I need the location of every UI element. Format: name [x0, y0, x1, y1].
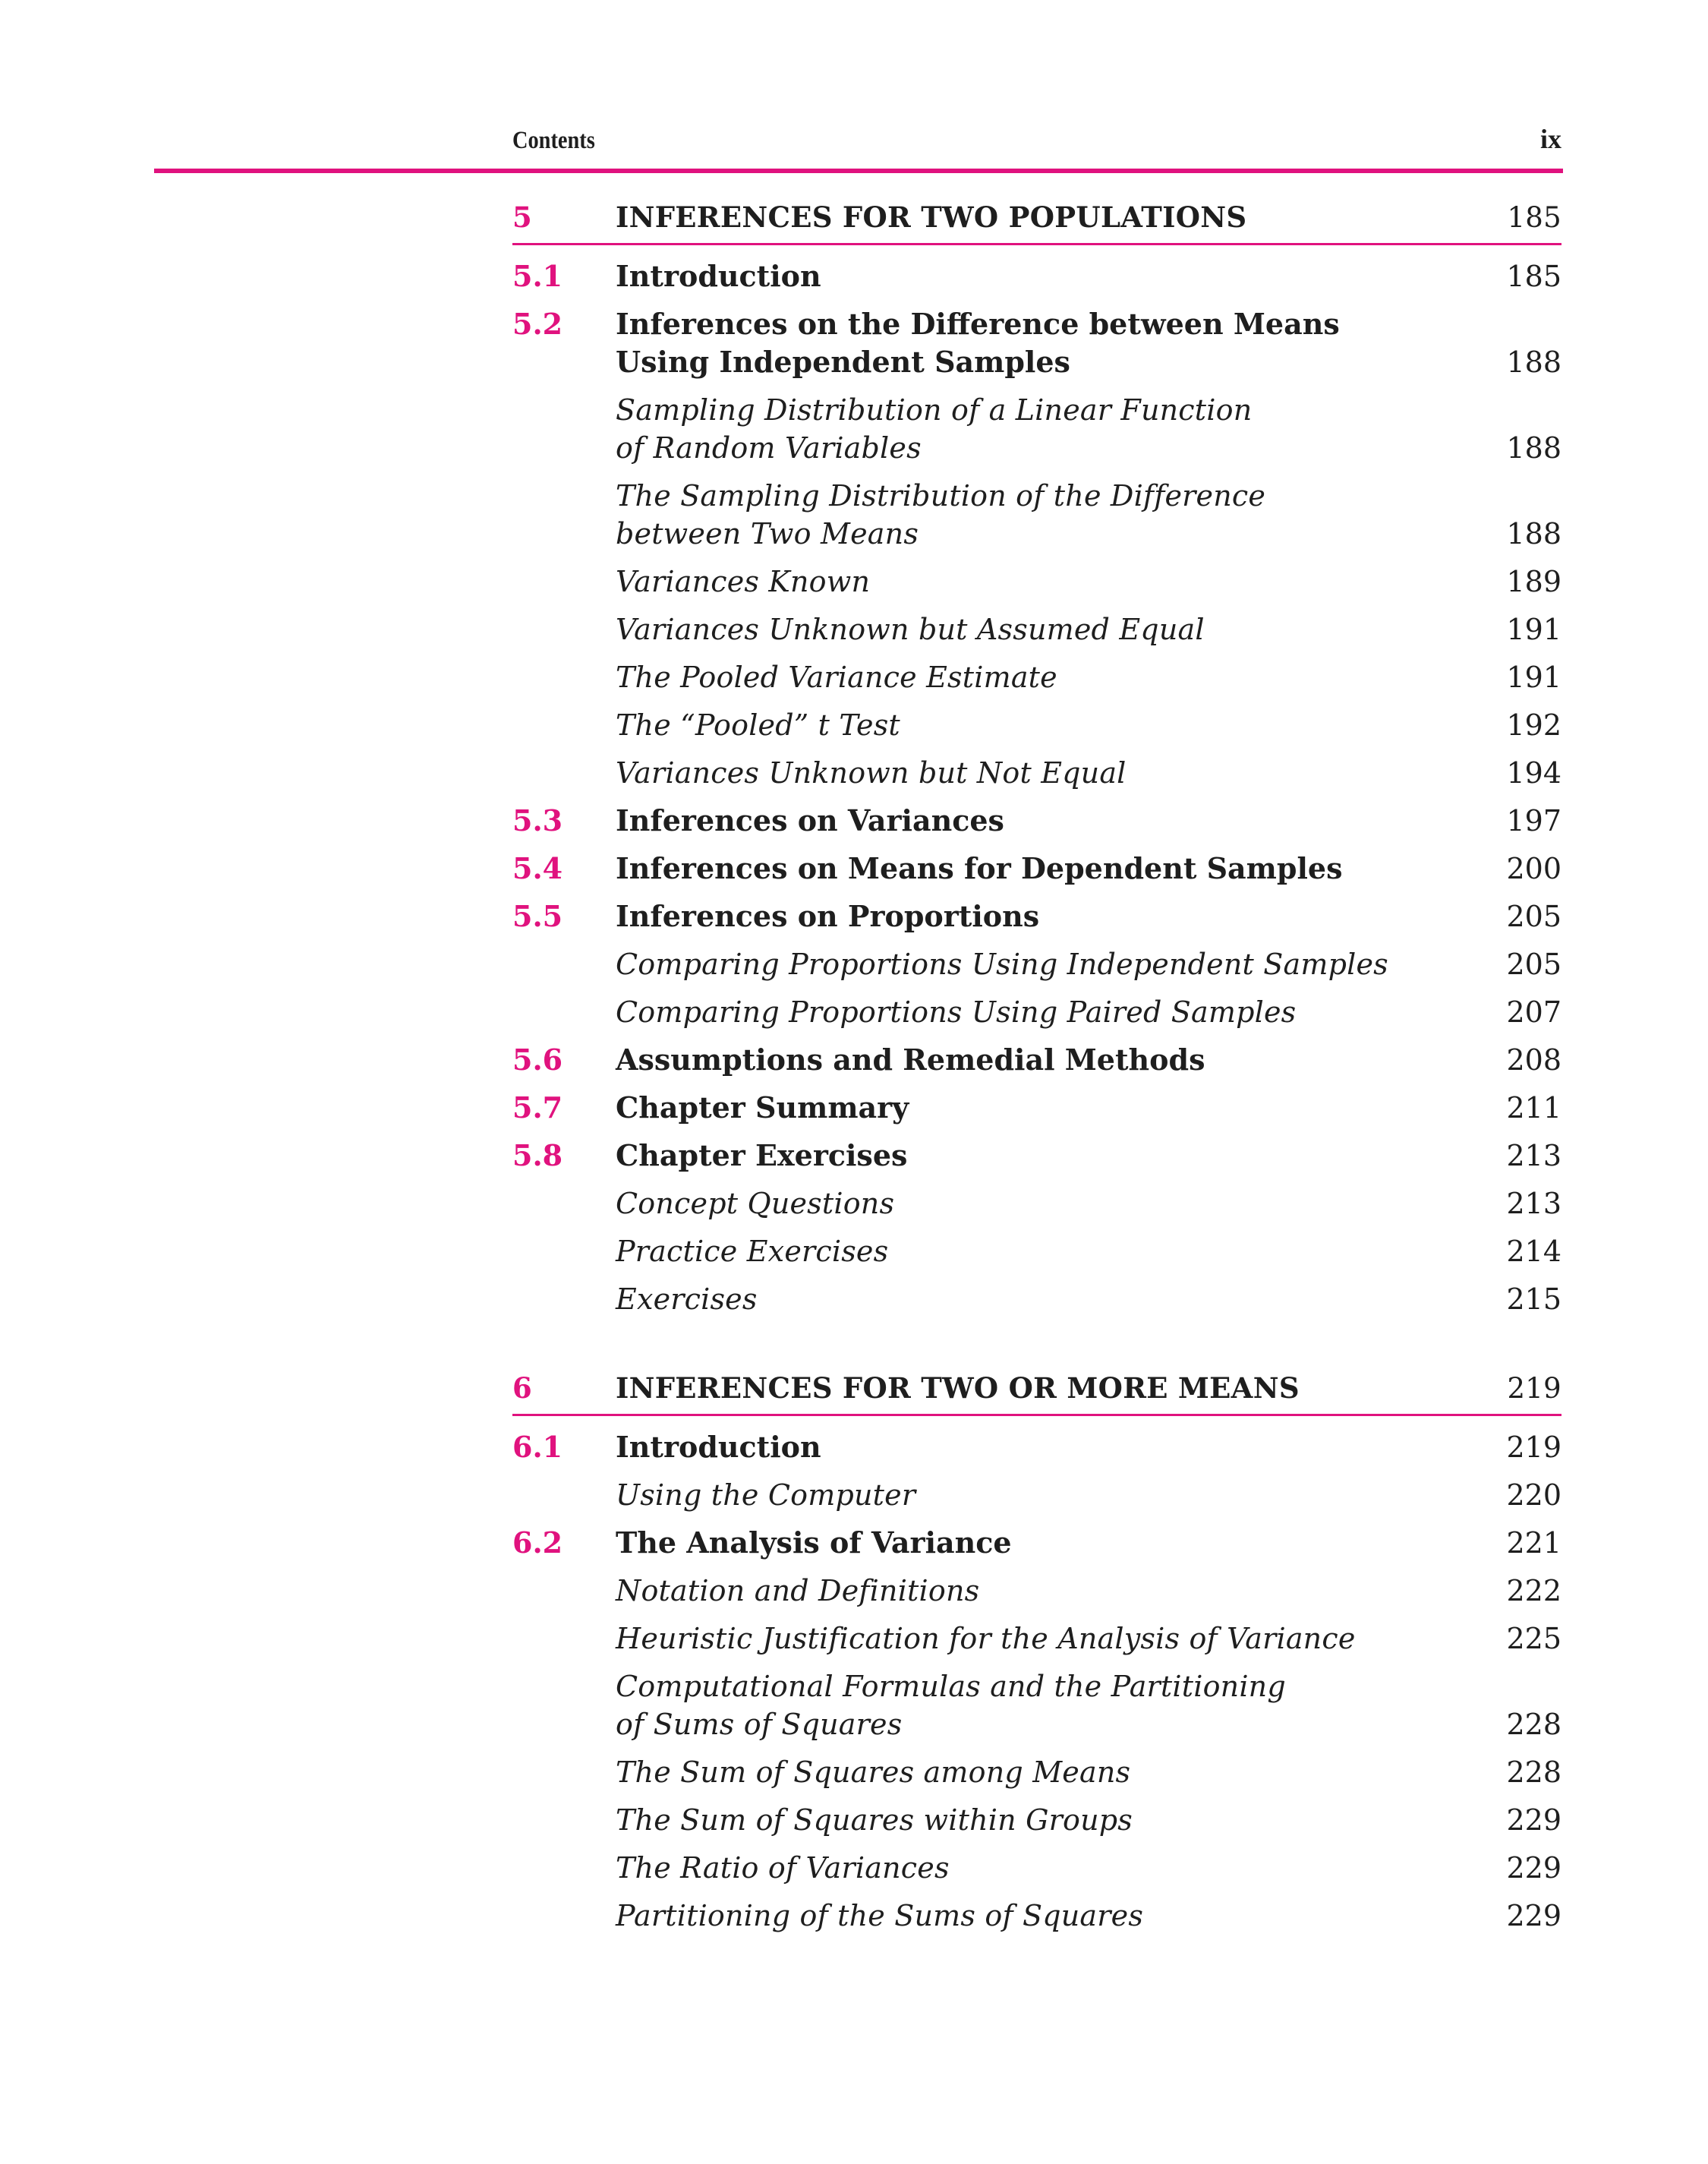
entry-title-line: Comparing Proportions Using Independent Samples: [616, 948, 1388, 981]
section-number: 5.8: [512, 1138, 563, 1172]
toc-subsection[interactable]: [512, 1620, 1561, 1658]
entry-page: 228: [1506, 1755, 1561, 1789]
entry-title-line: of Sums of Squares: [616, 1708, 903, 1741]
toc-subsection[interactable]: [512, 993, 1561, 1031]
entry-title: [616, 897, 1506, 935]
section-number: 5.6: [512, 1043, 563, 1077]
toc-subsection[interactable]: [512, 1897, 1561, 1935]
entry-page: 219: [1506, 1431, 1561, 1464]
entry-page: 213: [1506, 1139, 1561, 1172]
entry-title: [616, 1801, 1506, 1839]
toc-section[interactable]: [512, 1428, 1561, 1466]
chapter-6: [512, 1371, 1561, 1945]
toc-section[interactable]: [512, 1524, 1561, 1562]
entry-title-line: Heuristic Justification for the Analysis of Variance: [616, 1622, 1356, 1655]
entry-title-line: Chapter Exercises: [616, 1138, 908, 1172]
entry-title: [616, 1476, 1506, 1514]
entry-page: 229: [1506, 1899, 1561, 1932]
entry-title-line: The Sampling Distribution of the Difference: [616, 479, 1266, 513]
entry-title: [616, 257, 1506, 295]
entry-page: 205: [1506, 900, 1561, 933]
entry-title-line: Inferences on Means for Dependent Samples: [616, 851, 1343, 885]
entry-title: [616, 1572, 1506, 1610]
entry-title: [616, 477, 1506, 553]
entry-title-line: Inferences on the Difference between Means: [616, 307, 1340, 341]
toc-subsection[interactable]: [512, 1801, 1561, 1839]
chapter-heading: [512, 1371, 1561, 1416]
entry-title: [616, 1041, 1506, 1079]
entry-page: 188: [1506, 431, 1561, 465]
toc-subsection[interactable]: [512, 477, 1561, 553]
entry-page: 220: [1506, 1478, 1561, 1512]
chapter-title: INFERENCES FOR TWO POPULATIONS: [616, 200, 1247, 234]
entry-title-line: Inferences on Variances: [616, 803, 1004, 838]
entry-page: 229: [1506, 1851, 1561, 1885]
entry-title: [616, 610, 1506, 648]
entry-title-line: Using the Computer: [616, 1478, 916, 1512]
section-number: 5.4: [512, 851, 563, 885]
toc-subsection[interactable]: [512, 754, 1561, 792]
page-number: ix: [1539, 124, 1561, 154]
section-number: 5.3: [512, 803, 563, 838]
entry-title: [616, 1620, 1506, 1658]
entry-title-line: Partitioning of the Sums of Squares: [616, 1899, 1144, 1932]
toc-subsection[interactable]: [512, 1476, 1561, 1514]
entry-page: 215: [1506, 1282, 1561, 1316]
entry-title-line: The Sum of Squares within Groups: [616, 1803, 1133, 1837]
entry-page: 225: [1506, 1622, 1561, 1655]
toc-subsection[interactable]: [512, 1572, 1561, 1610]
entry-page: 222: [1506, 1574, 1561, 1607]
entry-title-line: Computational Formulas and the Partitioning: [616, 1670, 1286, 1703]
entry-page: 208: [1506, 1043, 1561, 1077]
toc-subsection[interactable]: [512, 706, 1561, 744]
chapter-entries: [512, 1428, 1561, 1935]
entry-page: 192: [1506, 708, 1561, 742]
entry-title-line: Introduction: [616, 259, 821, 293]
entry-title-line: Variances Known: [616, 565, 871, 598]
chapter-title: INFERENCES FOR TWO OR MORE MEANS: [616, 1371, 1300, 1405]
entry-page: 188: [1506, 517, 1561, 550]
entry-title-line: Variances Unknown but Assumed Equal: [616, 613, 1205, 646]
entry-title: [616, 1897, 1506, 1935]
toc-section[interactable]: [512, 1041, 1561, 1079]
toc-subsection[interactable]: [512, 658, 1561, 696]
entry-title: [616, 993, 1506, 1031]
entry-title: [616, 1524, 1506, 1562]
entry-page: 194: [1506, 756, 1561, 790]
entry-title-line: Introduction: [616, 1430, 821, 1464]
toc-section[interactable]: [512, 305, 1561, 381]
toc-subsection[interactable]: [512, 563, 1561, 601]
toc-section[interactable]: [512, 897, 1561, 935]
chapter-5: [512, 200, 1561, 1328]
entry-page: 188: [1506, 345, 1561, 379]
header-rule: [154, 169, 1563, 173]
toc-subsection[interactable]: [512, 1849, 1561, 1887]
entry-page: 191: [1506, 661, 1561, 694]
entry-page: 211: [1506, 1091, 1561, 1125]
entry-title-line: The Ratio of Variances: [616, 1851, 950, 1885]
section-number: 5.5: [512, 899, 563, 933]
chapter-heading: [512, 200, 1561, 245]
entry-page: 200: [1506, 852, 1561, 885]
section-number: 5.7: [512, 1090, 563, 1125]
entry-title: [616, 1232, 1506, 1270]
entry-title-line: of Random Variables: [616, 431, 922, 465]
entry-title-line: Assumptions and Remedial Methods: [616, 1043, 1205, 1077]
entry-title-line: Exercises: [616, 1282, 758, 1316]
entry-title-line: Practice Exercises: [616, 1235, 889, 1268]
entry-page: 207: [1506, 995, 1561, 1029]
chapter-number: 6: [512, 1371, 533, 1405]
entry-title: [616, 305, 1506, 381]
entry-title: [616, 658, 1506, 696]
entry-title-line: The Analysis of Variance: [616, 1525, 1012, 1560]
entry-title-line: Notation and Definitions: [616, 1574, 980, 1607]
toc-subsection[interactable]: [512, 1667, 1561, 1743]
entry-title-line: between Two Means: [616, 517, 919, 550]
toc-subsection[interactable]: [512, 1753, 1561, 1791]
entry-page: 213: [1506, 1187, 1561, 1220]
toc-subsection[interactable]: [512, 1185, 1561, 1222]
section-number: 6.2: [512, 1525, 563, 1560]
running-head: [512, 123, 1561, 155]
entry-page: 228: [1506, 1708, 1561, 1741]
entry-title-line: Sampling Distribution of a Linear Function: [616, 393, 1253, 427]
entry-title: [616, 1137, 1506, 1175]
entry-title-line: Concept Questions: [616, 1187, 895, 1220]
entry-page: 189: [1506, 565, 1561, 598]
entry-title: [616, 1185, 1506, 1222]
entry-title-line: Comparing Proportions Using Paired Samples: [616, 995, 1297, 1029]
entry-title-line: Variances Unknown but Not Equal: [616, 756, 1127, 790]
toc-section[interactable]: [512, 1137, 1561, 1175]
toc-subsection[interactable]: [512, 610, 1561, 648]
entry-page: 191: [1506, 613, 1561, 646]
entry-title: [616, 1428, 1506, 1466]
section-number: 5.1: [512, 259, 563, 293]
entry-title: [616, 1753, 1506, 1791]
toc-section[interactable]: [512, 850, 1561, 888]
entry-title-line: Using Independent Samples: [616, 345, 1070, 379]
entry-title: [616, 391, 1506, 467]
toc-section[interactable]: [512, 1089, 1561, 1127]
toc-subsection[interactable]: [512, 1280, 1561, 1318]
chapter-number: 5: [512, 200, 533, 234]
entry-title-line: The “Pooled” t Test: [616, 708, 900, 742]
toc-subsection[interactable]: [512, 391, 1561, 467]
section-number: 6.1: [512, 1430, 563, 1464]
section-number: 5.2: [512, 307, 563, 341]
entry-title: [616, 563, 1506, 601]
toc-subsection[interactable]: [512, 945, 1561, 983]
entry-title: [616, 1849, 1506, 1887]
entry-title: [616, 945, 1506, 983]
chapter-entries: [512, 257, 1561, 1318]
entry-title-line: The Sum of Squares among Means: [616, 1755, 1131, 1789]
entry-page: 185: [1506, 260, 1561, 293]
entry-title: [616, 850, 1506, 888]
entry-title: [616, 1667, 1506, 1743]
entry-title: [616, 802, 1506, 840]
entry-title: [616, 1089, 1506, 1127]
entry-page: 229: [1506, 1803, 1561, 1837]
running-head-title: Contents: [512, 127, 595, 154]
entry-page: 214: [1506, 1235, 1561, 1268]
toc-subsection[interactable]: [512, 1232, 1561, 1270]
entry-title-line: The Pooled Variance Estimate: [616, 661, 1057, 694]
entry-page: 205: [1506, 948, 1561, 981]
entry-title: [616, 754, 1506, 792]
entry-page: 197: [1506, 804, 1561, 838]
chapter-page: 185: [1507, 201, 1561, 234]
entry-title: [616, 1280, 1506, 1318]
entry-title: [616, 706, 1506, 744]
entry-title-line: Inferences on Proportions: [616, 899, 1040, 933]
chapter-page: 219: [1507, 1372, 1561, 1405]
entry-title-line: Chapter Summary: [616, 1090, 909, 1125]
toc-section[interactable]: [512, 802, 1561, 840]
entry-page: 221: [1506, 1526, 1561, 1560]
toc-section[interactable]: [512, 257, 1561, 295]
